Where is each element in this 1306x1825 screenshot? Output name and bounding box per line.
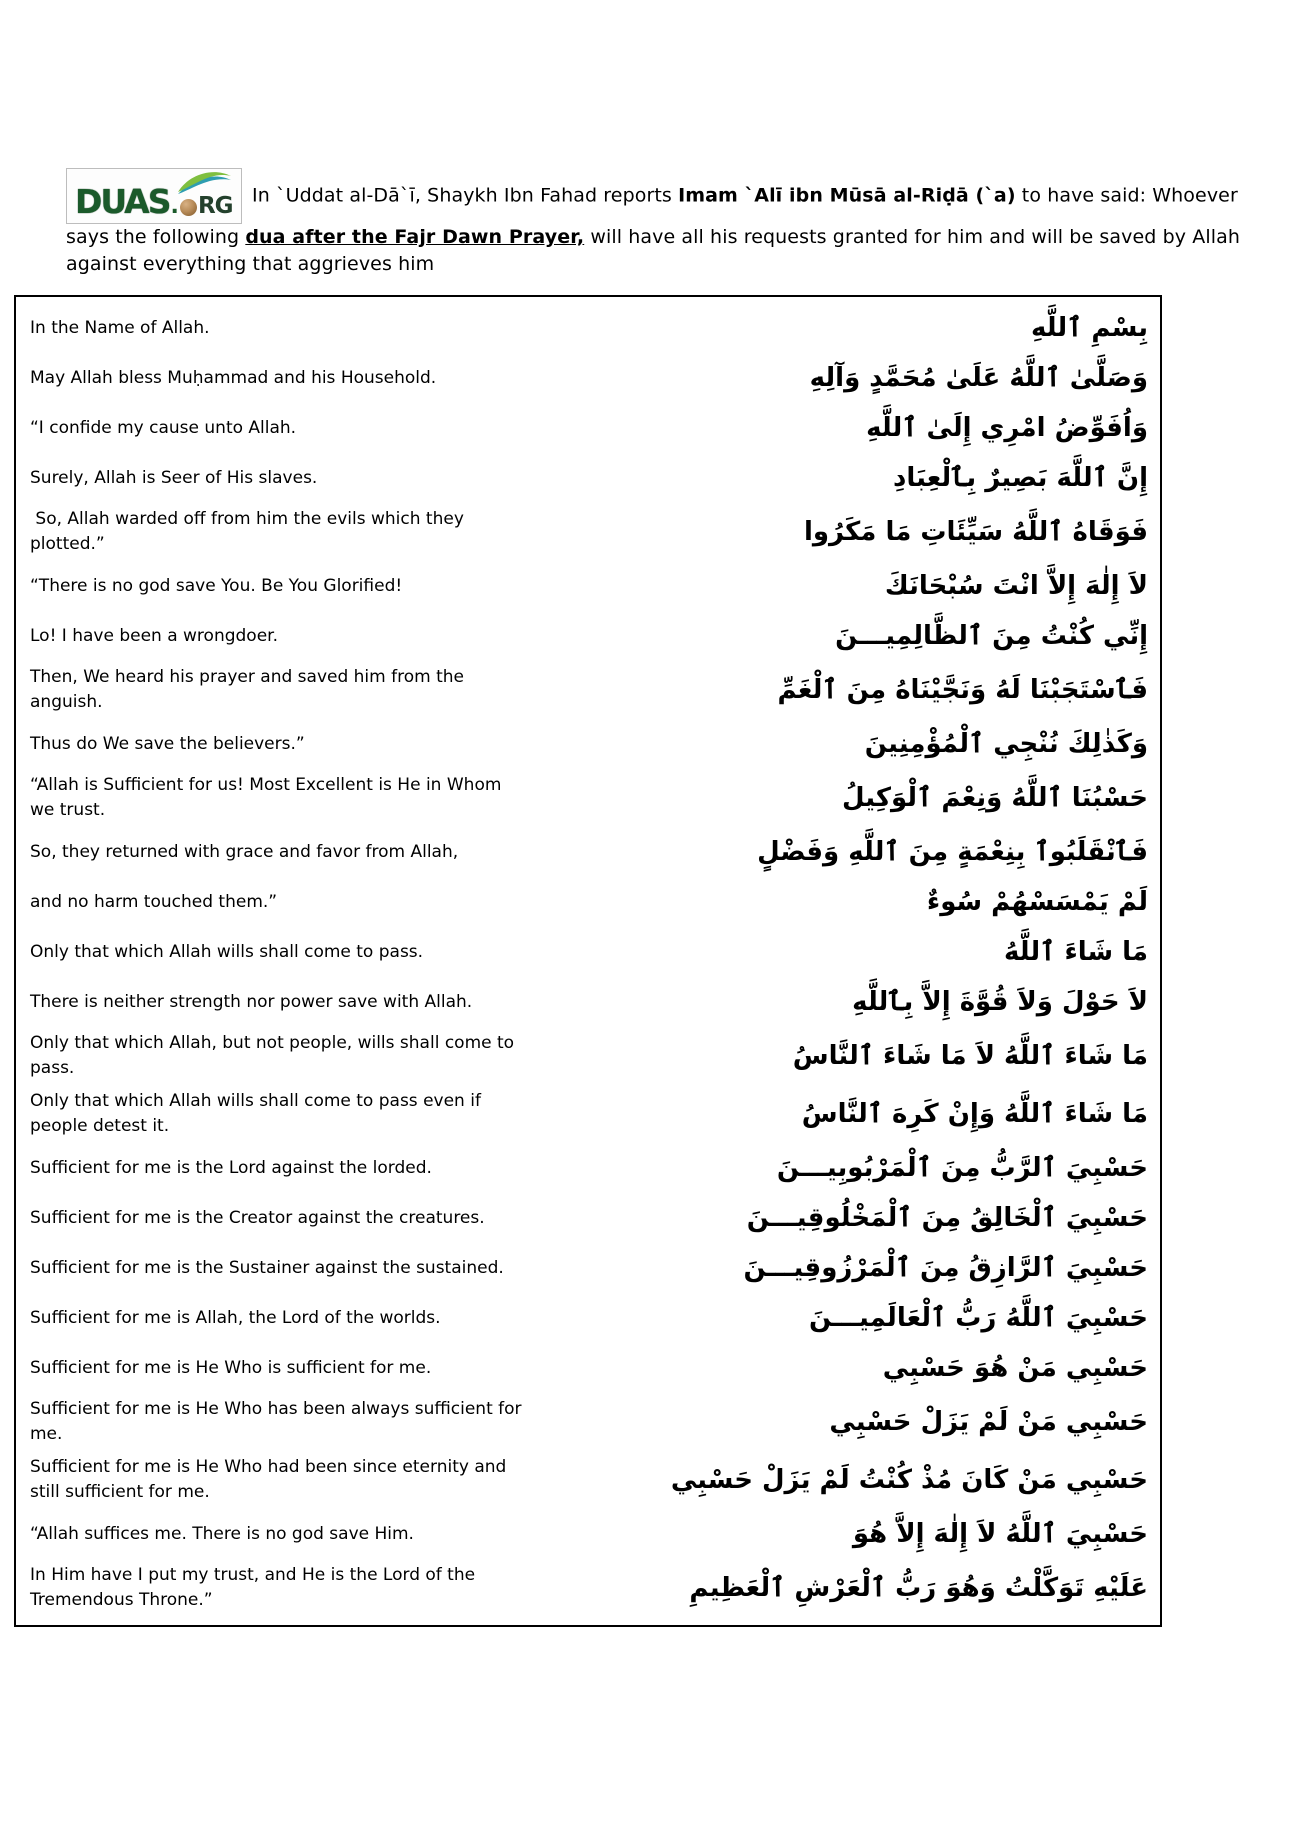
translation-text: In the Name of Allah. bbox=[30, 317, 210, 338]
arabic-text: حَسْبِيَ ٱللَّهُ لاَ إِلٰهَ إِلاَّ هُوَ bbox=[852, 1519, 1148, 1549]
intro-text-3: will have all his requests granted for him and will be saved by Allah against everything that aggrieves him bbox=[66, 226, 1240, 275]
table-row bbox=[16, 1559, 1160, 1617]
dua-title-link[interactable]: dua after the Fajr Dawn Prayer, bbox=[245, 226, 585, 248]
arabic-text: حَسْبِيَ ٱلْخَالِقُ مِنَ ٱلْمَخْلُوقِيـــنَ bbox=[746, 1203, 1148, 1233]
translation-text: May Allah bless Muḥammad and his Household. bbox=[30, 367, 437, 388]
arabic-text: لاَ إِلٰهَ إِلاَّ انْتَ سُبْحَانَكَ bbox=[884, 571, 1148, 601]
arabic-text: حَسْبِيَ ٱلرَّبُّ مِنَ ٱلْمَرْبُوبِيـــنَ bbox=[776, 1153, 1148, 1183]
translation-text: Sufficient for me is He Who had been since eternity and still sufficient for me. bbox=[30, 1457, 512, 1502]
table-row bbox=[16, 977, 1160, 1027]
arabic-text: مَا شَاءَ ٱللَّهُ bbox=[1004, 937, 1148, 967]
translation-text: Then, We heard his prayer and saved him from the anguish. bbox=[30, 667, 470, 712]
translation-text: So, Allah warded off from him the evils which they plotted.” bbox=[30, 509, 470, 554]
intro-text-2: to have said: Whoever says the following bbox=[66, 184, 1238, 248]
arabic-text: حَسْبِي مَنْ كَانَ مُذْ كُنْتُ لَمْ يَزَلْ حَسْبِي bbox=[670, 1465, 1148, 1495]
translation-text: “I confide my cause unto Allah. bbox=[30, 417, 297, 438]
table-row bbox=[16, 353, 1160, 403]
table-row bbox=[16, 1143, 1160, 1193]
translation-text: Sufficient for me is the Sustainer against the sustained. bbox=[30, 1257, 504, 1278]
table-row bbox=[16, 1393, 1160, 1451]
table-row bbox=[16, 561, 1160, 611]
arabic-text: مَا شَاءَ ٱللَّهُ لاَ مَا شَاءَ ٱلنَّاسُ bbox=[792, 1041, 1148, 1071]
table-row bbox=[16, 1243, 1160, 1293]
table-row bbox=[16, 403, 1160, 453]
table-row bbox=[16, 719, 1160, 769]
arabic-text: لاَ حَوْلَ وَلاَ قُوَّةَ إِلاَّ بِٱللَّهِ bbox=[852, 987, 1148, 1017]
arabic-text: وَاُفَوِّضُ امْرِي إِلَىٰ ٱللَّهِ bbox=[866, 413, 1148, 443]
intro-paragraph bbox=[66, 168, 1248, 278]
translation-text: In Him have I put my trust, and He is the Lord of the Tremendous Throne.” bbox=[30, 1565, 481, 1610]
arabic-text: بِسْمِ ٱللَّهِ bbox=[1030, 313, 1148, 343]
table-row bbox=[16, 877, 1160, 927]
table-row bbox=[16, 1509, 1160, 1559]
arabic-text: وَكَذٰلِكَ نُنْجِي ٱلْمُؤْمِنِينَ bbox=[864, 729, 1148, 759]
translation-text: Only that which Allah, but not people, wills shall come to pass. bbox=[30, 1033, 520, 1078]
table-row bbox=[16, 1343, 1160, 1393]
arabic-text: فَٱسْتَجَبْنَا لَهُ وَنَجَّيْنَاهُ مِنَ ٱلْغَمِّ bbox=[777, 675, 1148, 705]
globe-icon bbox=[180, 199, 197, 216]
imam-name: Imam `Alī ibn Mūsā al-Riḍā (`a) bbox=[678, 184, 1016, 207]
intro-text-1: In `Uddat al-Dā`ī, Shaykh Ibn Fahad reports bbox=[252, 184, 679, 207]
table-row bbox=[16, 1451, 1160, 1509]
arabic-text: حَسْبِي مَنْ لَمْ يَزَلْ حَسْبِي bbox=[829, 1407, 1148, 1437]
arabic-text: مَا شَاءَ ٱللَّهُ وَإِنْ كَرِهَ ٱلنَّاسُ bbox=[801, 1099, 1148, 1129]
table-row bbox=[16, 611, 1160, 661]
translation-text: Sufficient for me is He Who is sufficient for me. bbox=[30, 1357, 432, 1378]
translation-text: Thus do We save the believers.” bbox=[30, 733, 305, 754]
duas-org-logo[interactable] bbox=[66, 168, 242, 224]
arabic-text: فَوَقَاهُ ٱللَّهُ سَيِّئَاتِ مَا مَكَرُوا bbox=[803, 517, 1148, 547]
arabic-text: فَٱنْقَلَبُوٱ بِنِعْمَةٍ مِنَ ٱللَّهِ وَفَضْلٍ bbox=[757, 837, 1148, 867]
translation-text: Only that which Allah wills shall come to pass. bbox=[30, 941, 424, 962]
logo-text-duas: DUAS bbox=[75, 182, 170, 221]
translation-text: “Allah suffices me. There is no god save Him. bbox=[30, 1523, 414, 1544]
table-row bbox=[16, 1193, 1160, 1243]
translation-text: “Allah is Sufficient for us! Most Excellent is He in Whom we trust. bbox=[30, 775, 507, 820]
table-row bbox=[16, 661, 1160, 719]
translation-text: Only that which Allah wills shall come to pass even if people detest it. bbox=[30, 1091, 487, 1136]
translation-text: Sufficient for me is Allah, the Lord of the worlds. bbox=[30, 1307, 441, 1328]
translation-text: There is neither strength nor power save with Allah. bbox=[30, 991, 473, 1012]
table-row bbox=[16, 303, 1160, 353]
arabic-text: حَسْبُنَا ٱللَّهُ وَنِعْمَ ٱلْوَكِيلُ bbox=[842, 783, 1148, 813]
arabic-text: وَصَلَّىٰ ٱللَّهُ عَلَىٰ مُحَمَّدٍ وَآلِهِ bbox=[809, 363, 1148, 393]
arabic-text: إِنَّ ٱللَّهَ بَصِيرٌ بِٱلْعِبَادِ bbox=[893, 463, 1148, 493]
arabic-text: حَسْبِي مَنْ هُوَ حَسْبِي bbox=[882, 1353, 1148, 1383]
logo-dot: . bbox=[170, 194, 179, 219]
table-row bbox=[16, 1293, 1160, 1343]
logo-text-rg: RG bbox=[197, 193, 233, 219]
arabic-text: لَمْ يَمْسَسْهُمْ سُوءٌ bbox=[926, 887, 1148, 917]
translation-text: and no harm touched them.” bbox=[30, 891, 278, 912]
translation-text: “There is no god save You. Be You Glorified! bbox=[30, 575, 403, 596]
table-row bbox=[16, 453, 1160, 503]
dua-table bbox=[14, 295, 1162, 1627]
translation-text: Surely, Allah is Seer of His slaves. bbox=[30, 467, 318, 488]
translation-text: Sufficient for me is He Who has been always sufficient for me. bbox=[30, 1399, 527, 1444]
arabic-text: حَسْبِيَ ٱللَّهُ رَبُّ ٱلْعَالَمِيـــنَ bbox=[808, 1303, 1148, 1333]
translation-text: Sufficient for me is the Creator against the creatures. bbox=[30, 1207, 485, 1228]
table-row bbox=[16, 503, 1160, 561]
table-row bbox=[16, 769, 1160, 827]
translation-text: So, they returned with grace and favor from Allah, bbox=[30, 841, 459, 862]
arabic-text: حَسْبِيَ ٱلرَّازِقُ مِنَ ٱلْمَرْزُوقِيـــنَ bbox=[743, 1253, 1148, 1283]
table-row bbox=[16, 1027, 1160, 1085]
translation-text: Sufficient for me is the Lord against the lorded. bbox=[30, 1157, 432, 1178]
table-row bbox=[16, 927, 1160, 977]
table-row bbox=[16, 1085, 1160, 1143]
swoosh-icon bbox=[175, 170, 233, 196]
arabic-text: إِنِّي كُنْتُ مِنَ ٱلظَّالِمِيـــنَ bbox=[835, 621, 1148, 651]
table-row bbox=[16, 827, 1160, 877]
arabic-text: عَلَيْهِ تَوَكَّلْتُ وَهُوَ رَبُّ ٱلْعَرْشِ ٱلْعَظِيمِ bbox=[689, 1573, 1148, 1603]
translation-text: Lo! I have been a wrongdoer. bbox=[30, 625, 279, 646]
